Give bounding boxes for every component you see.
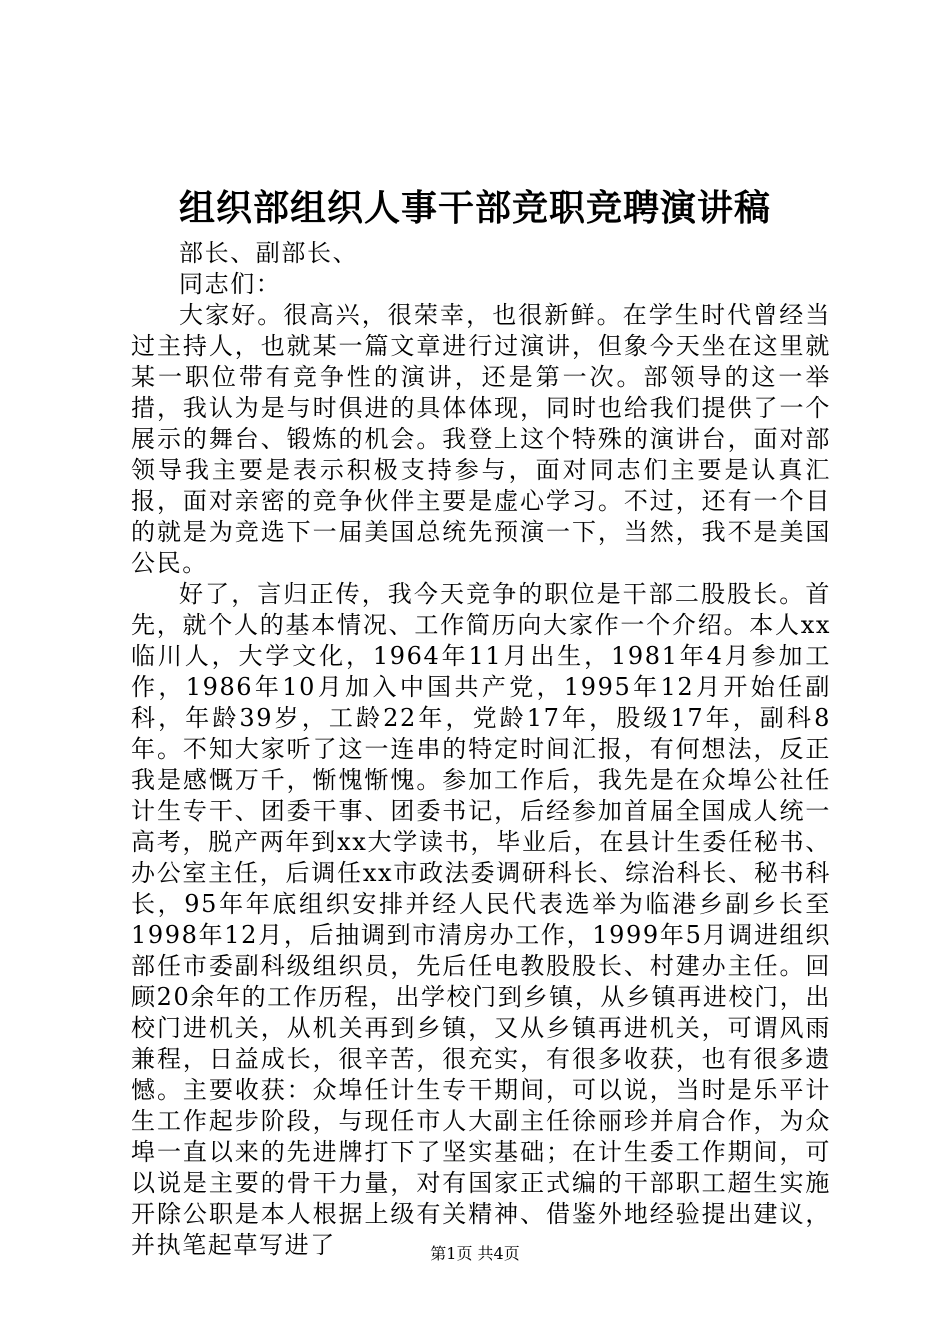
salutation-line-1: 部长、副部长、 <box>179 239 359 267</box>
body-paragraph-2: 好了，言归正传，我今天竞争的职位是干部二股股长。首先，就个人的基本情况、工作简历向大家作一个介绍。本人xx临川人，大学文化，1964年11月出生，1981年4月参加工作，1986年10月加入中国共产党，1995年12月开始任副科，年龄39岁，工龄22年，党龄17年，股级17年，副科8年。不知大家听了这一连串的特定时间汇报，有何想法，反正我是感慨万千，惭愧惭愧。参加工作后，我先是在众埠公社任计生专干、团委干事、团委书记，后经参加首届全国成人统一高考，脱产两年到xx大学读书，毕业后，在县计生委任秘书、办公室主任，后调任xx市政法委调研科长、综治科长、秘书科长，95年年底组织安排并经人民代表选举为临港乡副乡长至1998年12月，后抽调到市清房办工作，1999年5月调进组织部任市委副科级组织员，先后任电教股股长、村建办主任。回顾20余年的工作历程，出学校门到乡镇，从乡镇再进校门，出校门进机关，从机关再到乡镇，又从乡镇再进机关，可谓风雨兼程，日益成长，很辛苦，很充实，有很多收获，也有很多遗憾。主要收获：众埠任计生专干期间，可以说，当时是乐平计生工作起步阶段，与现任市人大副主任徐丽珍并肩合作，为众埠一直以来的先进牌打下了坚实基础；在计生委工作期间，可以说是主要的骨干力量，对有国家正式编的干部职工超生实施开除公职是本人根据上级有关精神、借鉴外地经验提出建议，并执笔起草写进了 <box>131 580 831 1259</box>
page-footer: 第1页 共4页 <box>430 1244 520 1263</box>
document-title: 组织部组织人事干部竞职竞聘演讲稿 <box>178 187 771 229</box>
document-body <box>131 238 831 1261</box>
salutation-line-2: 同志们： <box>179 270 282 298</box>
body-paragraph-1: 大家好。很高兴，很荣幸，也很新鲜。在学生时代曾经当过主持人，也就某一篇文章进行过演讲，但象今天坐在这里就某一职位带有竞争性的演讲，还是第一次。部领导的这一举措，我认为是与时俱进的具体体现，同时也给我们提供了一个展示的舞台、锻炼的机会。我登上这个特殊的演讲台，面对部领导我主要是表示积极支持参与，面对同志们主要是认真汇报，面对亲密的竞争伙伴主要是虚心学习。不过，还有一个目的就是为竞选下一届美国总统先预演一下，当然，我不是美国公民。 <box>131 301 831 577</box>
